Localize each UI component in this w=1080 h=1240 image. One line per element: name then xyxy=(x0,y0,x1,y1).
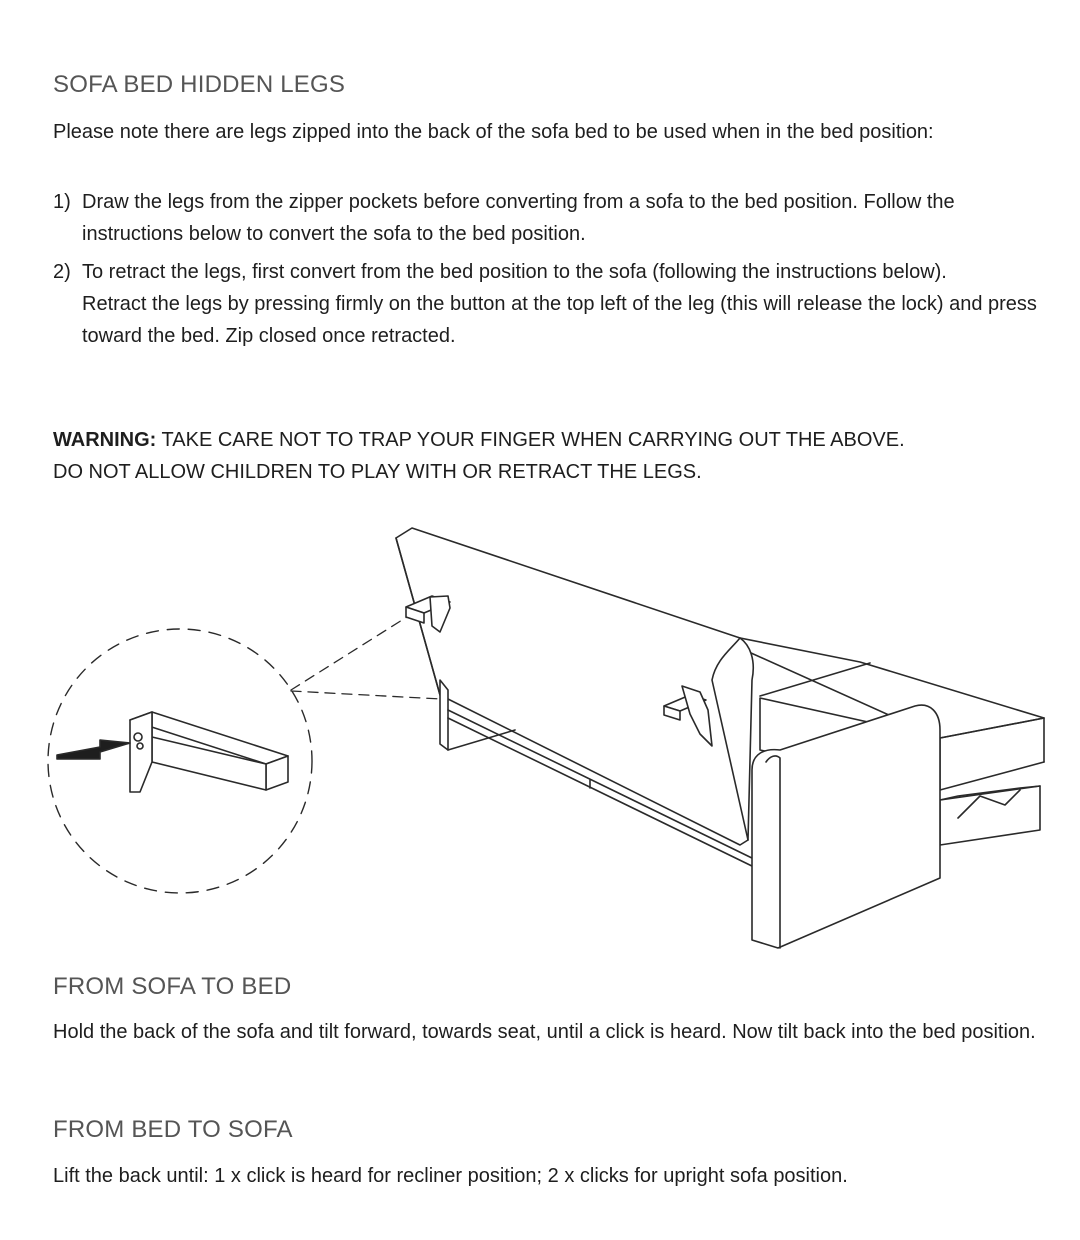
intro-paragraph: Please note there are legs zipped into the back of the sofa bed to be used when in the bed position: xyxy=(53,121,934,143)
list-item-text: Retract the legs by pressing firmly on the button at the top left of the leg (this will release the lock) and press toward the bed. Zip closed once retracted. xyxy=(82,293,1037,347)
section-title-bed-to-sofa: FROM BED TO SOFA xyxy=(53,1116,293,1143)
list-item-1 xyxy=(53,186,1053,250)
section-title-hidden-legs: SOFA BED HIDDEN LEGS xyxy=(53,71,346,98)
list-item-text: Draw the legs from the zipper pockets before converting from a sofa to the bed position. Follow the instructions below to convert the sofa to the bed position. xyxy=(82,191,955,245)
sofa-bed-drawing xyxy=(396,528,1044,948)
section-title-sofa-to-bed: FROM SOFA TO BED xyxy=(53,973,292,1000)
push-arrow-icon xyxy=(57,740,130,759)
list-item-2 xyxy=(53,256,1053,352)
warning-line-2: DO NOT ALLOW CHILDREN TO PLAY WITH OR RETRACT THE LEGS. xyxy=(53,461,702,483)
list-number: 2) xyxy=(53,261,71,283)
list-number: 1) xyxy=(53,191,71,213)
leg-detail-magnifier xyxy=(48,629,312,893)
sofa-to-bed-paragraph: Hold the back of the sofa and tilt forward, towards seat, until a click is heard. Now tilt back into the bed position. xyxy=(53,1021,1036,1043)
warning-label: WARNING: xyxy=(53,429,157,451)
list-item-text: To retract the legs, first convert from the bed position to the sofa (following the instructions below). xyxy=(82,261,947,283)
bed-to-sofa-paragraph: Lift the back until: 1 x click is heard for recliner position; 2 x clicks for upright sofa position. xyxy=(53,1165,848,1187)
warning-line-1: TAKE CARE NOT TO TRAP YOUR FINGER WHEN CARRYING OUT THE ABOVE. xyxy=(161,429,905,451)
warning-block xyxy=(53,424,905,488)
leg-detail-icon xyxy=(130,712,288,792)
sofa-bed-illustration xyxy=(0,500,1080,960)
